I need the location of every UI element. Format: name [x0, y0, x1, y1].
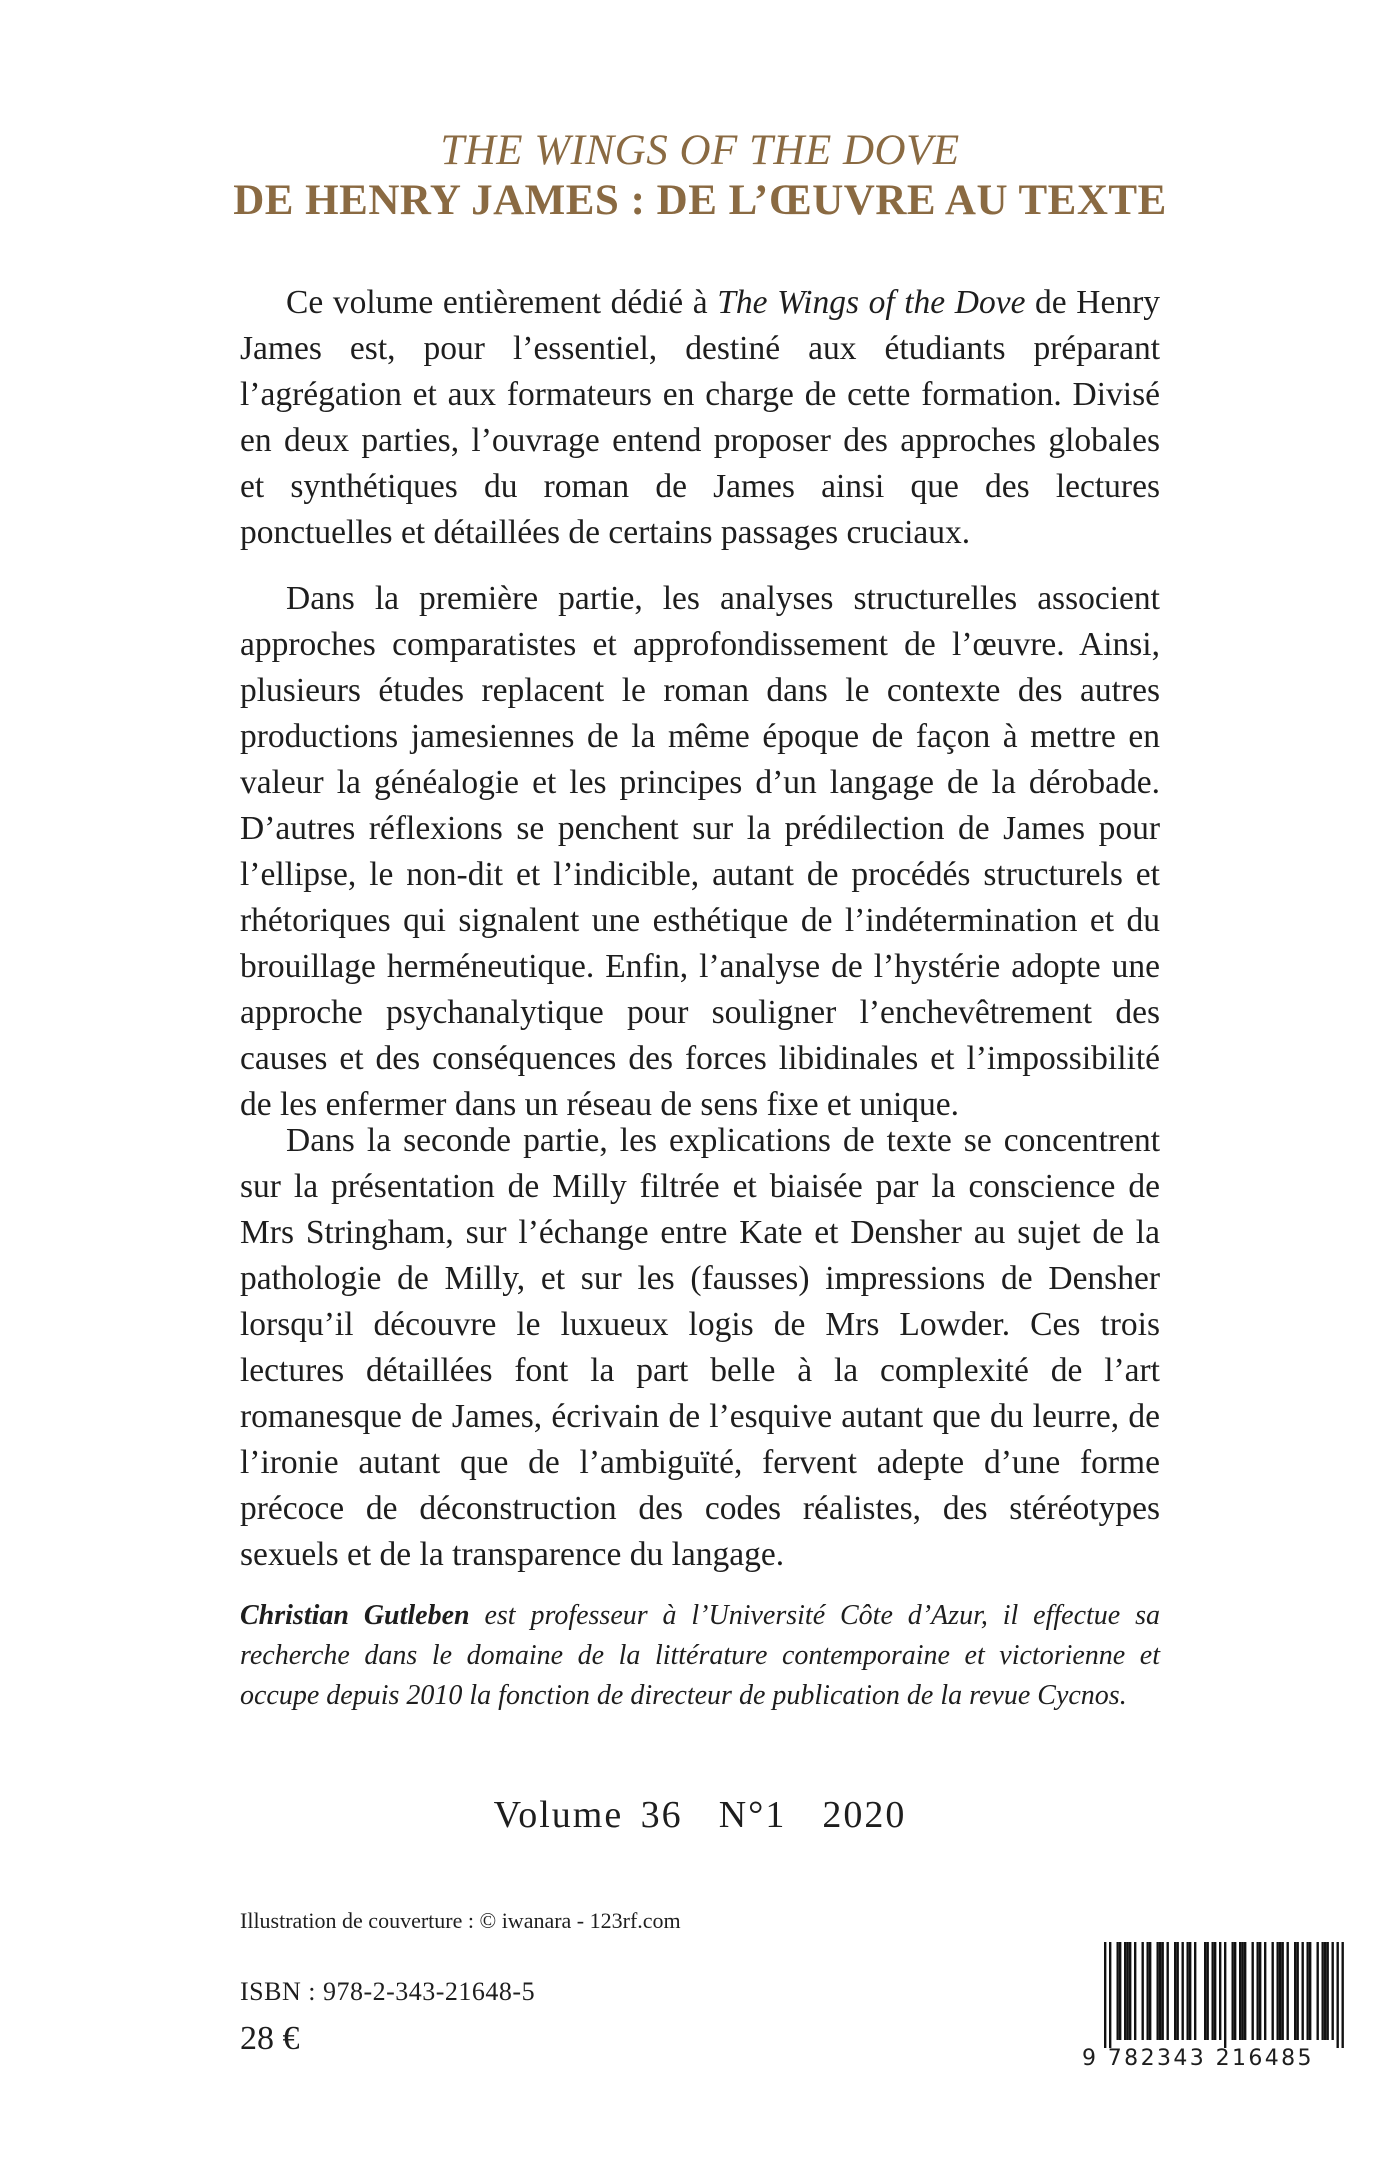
barcode-bar — [1324, 1942, 1326, 2040]
barcode-bar — [1149, 1942, 1151, 2040]
p1-text-end: de Henry James est, pour l’essentiel, destiné aux étudiants préparant l’agrégation et aux formateurs en charge de cette formation. Divisé en deux parties, l’ouvrage entend proposer des approches globales et synthétiques du roman de James ainsi que des lectures ponctuelles et détaillées de certains passages cruciaux. — [240, 284, 1160, 551]
barcode-bar — [1337, 1942, 1339, 2048]
barcode-bar — [1124, 1942, 1126, 2040]
barcode-bar — [1119, 1942, 1121, 2040]
barcode-bar — [1242, 1942, 1244, 2040]
cover-credit: Illustration de couverture : © iwanara - 123rf.com — [240, 1908, 681, 1933]
book-subtitle: DE HENRY JAMES : DE L’ŒUVRE AU TEXTE — [233, 177, 1167, 224]
barcode-bar — [1302, 1942, 1304, 2040]
barcode-bar — [1134, 1942, 1136, 2040]
barcode-bar — [1239, 1942, 1241, 2040]
barcode-bar — [1264, 1942, 1266, 2040]
barcode-bar — [1194, 1942, 1196, 2040]
barcode-bar — [1157, 1942, 1159, 2040]
barcode-bar — [1182, 1942, 1184, 2040]
issue-info — [0, 1793, 1400, 1837]
barcode-bar — [1279, 1942, 1281, 2040]
barcode-bar — [1127, 1942, 1129, 2040]
barcode-bar — [1147, 1942, 1149, 2040]
barcode-bar — [1234, 1942, 1236, 2040]
barcode-bar — [1159, 1942, 1161, 2040]
barcode-bar — [1207, 1942, 1209, 2040]
price: 28 € — [240, 2020, 300, 2057]
author-bio-text: est professeur à l’Université Côte d’Azur, il effectue sa recherche dans le domaine de la littérature contemporaine et victorienne et occupe depuis 2010 la fonction de directeur de publication de la revue Cycnos. — [240, 1600, 1160, 1711]
barcode-bar — [1232, 1942, 1234, 2040]
p1-book-title: The Wings of the Dove — [717, 284, 1026, 321]
summary-paragraph-2: Dans la première partie, les analyses structurelles associent approches comparatistes et approfondissement de l’œuvre. Ainsi, plusieurs études replacent le roman dans le contexte des autres productions jamesiennes de la même époque de façon à mettre en valeur la généalogie et les principes d’un langage de la dérobade. D’autres réflexions se penchent sur la prédilection de James pour l’ellipse, le non-dit et l’indicible, autant de procédés structurels et rhétoriques qui signalent une esthétique de l’indétermination et du brouillage herméneutique. Enfin, l’analyse de l’hystérie adopte une approche psychanalytique pour souligner l’enchevêtrement des causes et des conséquences des forces libidinales et l’impossibilité de les enfermer dans un réseau de sens fixe et unique. — [240, 580, 1160, 1123]
barcode-bar — [1189, 1942, 1191, 2040]
barcode-bar — [1309, 1942, 1311, 2040]
barcode-bar — [1342, 1942, 1344, 2048]
barcode-bar — [1162, 1942, 1164, 2040]
barcode-bar — [1174, 1942, 1176, 2040]
barcode-bar — [1109, 1942, 1111, 2048]
barcode-bar — [1282, 1942, 1284, 2040]
barcode-bar — [1272, 1942, 1274, 2040]
barcode-bar — [1322, 1942, 1324, 2040]
barcode-bar — [1204, 1942, 1206, 2040]
author-bio — [240, 1596, 1160, 1716]
barcode-bar — [1252, 1942, 1254, 2040]
barcode-bar — [1104, 1942, 1106, 2048]
barcode-bar — [1212, 1942, 1214, 2040]
author-name: Christian Gutleben — [240, 1600, 470, 1631]
barcode-bar — [1307, 1942, 1309, 2040]
issue-year: 2020 — [822, 1794, 907, 1836]
barcode-bar — [1259, 1942, 1261, 2040]
barcode-bar — [1167, 1942, 1169, 2040]
summary-paragraph-3: Dans la seconde partie, les explications de texte se concentrent sur la présentation de Milly filtrée et biaisée par la conscience de Mrs Stringham, sur l’échange entre Kate et Densher au sujet de la pathologie de Milly, et sur les (fausses) impressions de Densher lorsqu’il découvre le luxueux logis de Mrs Lowder. Ces trois lectures détaillées font la part belle à la complexité de l’art romanesque de James, écrivain de l’esquive autant que du leurre, de l’ironie autant que de l’ambiguïté, fervent adepte d’une forme précoce de déconstruction des codes réalistes, des stéréotypes sexuels et de la transparence du langage. — [240, 1122, 1160, 1573]
isbn: ISBN : 978-2-343-21648-5 — [240, 1977, 536, 2006]
barcode-bar — [1332, 1942, 1334, 2040]
barcode-bar — [1129, 1942, 1131, 2040]
barcode-bar — [1257, 1942, 1259, 2040]
issue-volume: Volume 36 — [493, 1794, 683, 1836]
barcode-bar — [1277, 1942, 1279, 2040]
barcode-bar — [1244, 1942, 1246, 2040]
barcode-bar — [1219, 1942, 1221, 2040]
summary-paragraph-1 — [240, 280, 1160, 556]
barcode-bar — [1214, 1942, 1216, 2040]
barcode-bar — [1142, 1942, 1144, 2040]
barcode-digits: 9 782343 216485 — [1082, 2046, 1314, 2071]
barcode-bar — [1287, 1942, 1289, 2040]
barcode-bar — [1297, 1942, 1299, 2040]
barcode-bar — [1187, 1942, 1189, 2040]
barcode-bar — [1117, 1942, 1119, 2040]
p1-text-start: Ce volume entièrement dédié à — [286, 284, 718, 321]
book-title: THE WINGS OF THE DOVE — [440, 127, 960, 174]
barcode-bar — [1317, 1942, 1319, 2040]
barcode-bar — [1224, 1942, 1226, 2048]
issue-number: N°1 — [718, 1794, 787, 1836]
barcode-bar — [1177, 1942, 1179, 2040]
barcode-bar — [1294, 1942, 1296, 2040]
barcode-icon — [1104, 1942, 1344, 2052]
barcode-bar — [1327, 1942, 1329, 2040]
